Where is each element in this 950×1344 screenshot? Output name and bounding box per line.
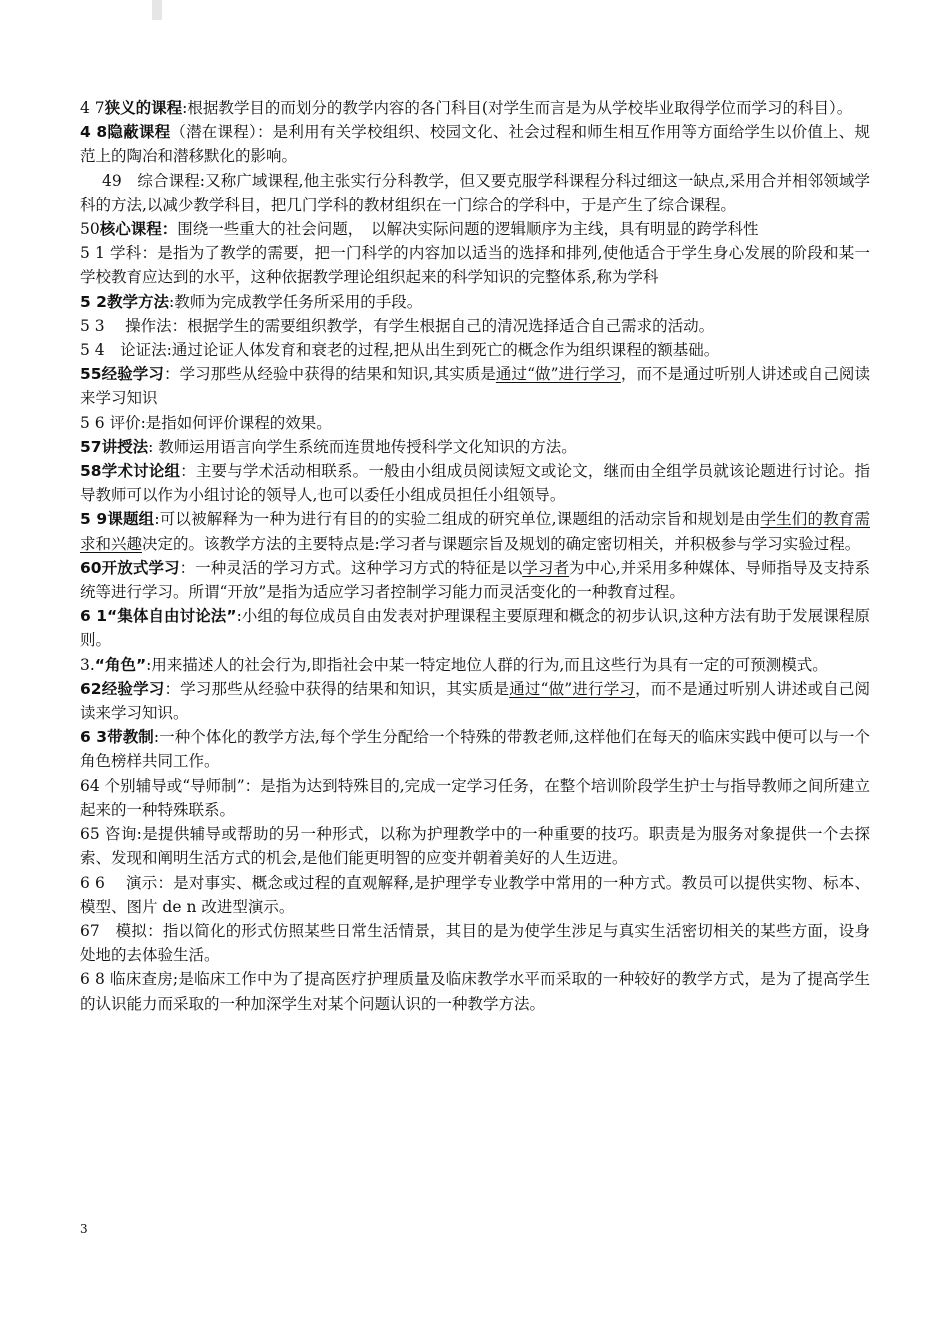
entry-text: 模拟：指以简化的形式仿照某些日常生活情景，其目的是为使学生涉足与真实生活密切相关的某些方面，设身处地的去体验生活。 xyxy=(80,921,870,965)
entry-text: ：主要与学术活动相联系。一般由小组成员阅读短文或论文，继而由全组学员就该论题进行讨论。指导教师可以作为小组讨论的领导人,也可以委任小组成员担任小组领导。 xyxy=(80,462,870,505)
entry-text: ：一种灵活的学习方式。这种学习方式的特征是以 xyxy=(179,558,523,577)
underlined-text: 通过“做”进行学习 xyxy=(495,365,621,384)
entry-text: 学科：是指为了教学的需要，把一门科学的内容加以适当的选择和排列,使他适合于学生身心发展的阶段和某一学校教育应达到的水平，这种依据教学理论组织起来的科学知识的完整体系,称为学科 xyxy=(80,244,871,287)
entry-number: 5 2 xyxy=(80,292,107,311)
entry-3 xyxy=(80,653,870,677)
entry-text: :小组的每位成员自由发表对护理课程主要原理和概念的初步认识,这种方法有助于发展课程原则。 xyxy=(80,607,870,650)
entry-number: 6 1 xyxy=(80,607,108,626)
entry-63 xyxy=(80,725,870,773)
entry-text: 个别辅导或“导师制”：是指为达到特殊目的,完成一定学习任务，在整个培训阶段学生护士与指导教师之间所建立起来的一种特殊联系。 xyxy=(80,776,870,819)
entry-text: ，而不是通过听别人讲述或自己阅读来学习知识 xyxy=(80,365,870,408)
entry-54 xyxy=(80,338,870,362)
entry-text: :用来描述人的社会行为,即指社会中某一特定地位人群的行为,而且这些行为具有一定的可预测模式。 xyxy=(146,655,828,674)
entry-number: 64 xyxy=(80,776,100,795)
entry-number: 5 9 xyxy=(80,510,108,529)
entry-number: 5 6 xyxy=(80,413,105,432)
page-edge-mark xyxy=(152,0,162,20)
entry-text: （潜在课程）：是利用有关学校组织、校园文化、社会过程和师生相互作用等方面给学生以价值上、规范上的陶冶和潜移默化的影响。 xyxy=(80,123,870,166)
entry-text: :教师为完成教学任务所采用的手段。 xyxy=(168,292,423,311)
entry-52 xyxy=(80,290,870,314)
document-body xyxy=(80,96,870,1016)
entry-text: 决定的。该教学方法的主要特点是:学习者与课题宗旨及规划的确定密切相关，并积极参与学习实验过程。 xyxy=(142,534,861,553)
entry-number: 55 xyxy=(80,365,102,384)
entry-term: 讲授法 xyxy=(101,437,149,456)
entry-56 xyxy=(80,411,870,435)
entry-text: :一种个体化的教学方法,每个学生分配给一个特殊的带教老师,这样他们在每天的临床实践中便可以与一个角色榜样共同工作。 xyxy=(80,728,870,771)
entry-number: 60 xyxy=(80,558,102,577)
entry-53 xyxy=(80,314,870,338)
entry-57 xyxy=(80,435,870,459)
entry-number: 62 xyxy=(80,679,102,698)
entry-64 xyxy=(80,774,870,822)
entry-text: ：学习那些从经验中获得的结果和知识,其实质是 xyxy=(163,365,496,384)
entry-number: 65 xyxy=(80,825,100,844)
entry-62 xyxy=(80,677,870,725)
entry-text: :根据教学目的而划分的教学内容的各门科目(对学生而言是为从学校毕业取得学位而学习的科目）。 xyxy=(182,99,853,117)
entry-number: 57 xyxy=(80,437,102,456)
entry-number: 6 3 xyxy=(80,728,108,747)
entry-term: 狭义的课程 xyxy=(104,99,183,117)
entry-term: 经验学习 xyxy=(101,679,165,698)
entry-65 xyxy=(80,822,870,870)
entry-60 xyxy=(80,556,870,604)
underlined-text: 学生们的教育需求和兴趣 xyxy=(80,510,870,553)
entry-term: 带教制 xyxy=(107,728,154,747)
entry-text: 演示：是对事实、概念或过程的直观解释,是护理学专业教学中常用的一种方式。教员可以提供实物、标本、模型、图片 de n 改进型演示。 xyxy=(80,873,871,916)
entry-number: 3. xyxy=(80,655,95,674)
page-number: 3 xyxy=(80,1222,88,1236)
entry-number: 50 xyxy=(80,220,100,239)
entry-term: 教学方法 xyxy=(106,292,169,311)
entry-number: 6 6 xyxy=(80,873,105,892)
entry-51 xyxy=(80,241,870,289)
entry-term: 课题组 xyxy=(107,510,155,529)
entry-term: 核心课程： xyxy=(99,220,178,239)
entry-67 xyxy=(80,919,870,967)
entry-68 xyxy=(80,967,870,1015)
entry-number: 5 3 xyxy=(80,316,105,335)
entry-term: “角色” xyxy=(94,655,147,674)
entry-number: 6 8 xyxy=(80,970,105,989)
entry-text: 操作法：根据学生的需要组织教学，有学生根据自己的清况选择适合自己需求的活动。 xyxy=(104,316,715,335)
entry-text: ，而不是通过听别人讲述或自己阅读来学习知识。 xyxy=(80,679,870,723)
underlined-text: 学习者 xyxy=(522,558,570,577)
entry-text: :可以被解释为一种为进行有目的的实验二组成的研究单位,课题组的活动宗旨和规划是由 xyxy=(154,510,761,529)
entry-48 xyxy=(80,120,870,168)
entry-number: 4 8 xyxy=(80,123,108,142)
entry-term: “集体自由讨论法” xyxy=(107,607,237,626)
entry-term: 隐蔽课程 xyxy=(107,123,171,142)
entry-number: 58 xyxy=(80,462,102,481)
entry-term: 经验学习 xyxy=(101,365,164,384)
entry-50 xyxy=(80,217,870,241)
entry-61 xyxy=(80,604,870,652)
entry-number: 4 7 xyxy=(80,99,105,117)
entry-55 xyxy=(80,362,870,410)
entry-text: 综合课程:又称广域课程,他主张实行分科教学，但又要克服学科课程分科过细这一缺点,采用合并相邻领域学科的方法,以减少教学科目，把几门学科的教材组织在一门综合的学科中，于是产生了综合课程。 xyxy=(80,171,870,214)
entry-49 xyxy=(80,169,870,217)
entry-text: 围绕一些重大的社会问题， 以解决实际问题的逻辑顺序为主线，具有明显的跨学科性 xyxy=(177,220,759,239)
entry-text: 临床查房;是临床工作中为了提高医疗护理质量及临床教学水平而采取的一种较好的教学方式，是为了提高学生的认识能力而采取的一种加深学生对某个问题认识的一种教学方法。 xyxy=(80,970,870,1013)
entry-47 xyxy=(80,96,870,120)
entry-number: 67 xyxy=(80,921,100,940)
entry-term: 开放式学习 xyxy=(101,558,180,577)
entry-text: 为中心,并采用多种媒体、导师指导及支持系统等进行学习。所谓“开放”是指为适应学习者控制学习能力而灵活变化的一种教育过程。 xyxy=(80,558,870,602)
underlined-text: 通过“做”进行学习 xyxy=(509,679,636,698)
entry-number: 5 1 xyxy=(80,244,105,263)
entry-text: 论证法:通过论证人体发育和衰老的过程,把从出生到死亡的概念作为组织课程的额基础。 xyxy=(104,341,720,360)
entry-text: : 教师运用语言向学生系统而连贯地传授科学文化知识的方法。 xyxy=(148,437,577,456)
entry-66 xyxy=(80,871,870,919)
entry-term: 学术讨论组 xyxy=(101,462,181,481)
entry-number: 5 4 xyxy=(80,341,105,360)
entry-58 xyxy=(80,459,870,507)
entry-59 xyxy=(80,507,870,555)
entry-text: 咨询:是提供辅导或帮助的另一种形式，以称为护理教学中的一种重要的技巧。职责是为服务对象提供一个去探索、发现和阐明生活方式的机会,是他们能更明智的应变并朝着美好的人生迈进。 xyxy=(80,825,870,868)
entry-text: ：学习那些从经验中获得的结果和知识，其实质是 xyxy=(164,679,510,698)
entry-text: 评价:是指如何评价课程的效果。 xyxy=(104,413,332,432)
entry-number: 49 xyxy=(102,171,122,190)
